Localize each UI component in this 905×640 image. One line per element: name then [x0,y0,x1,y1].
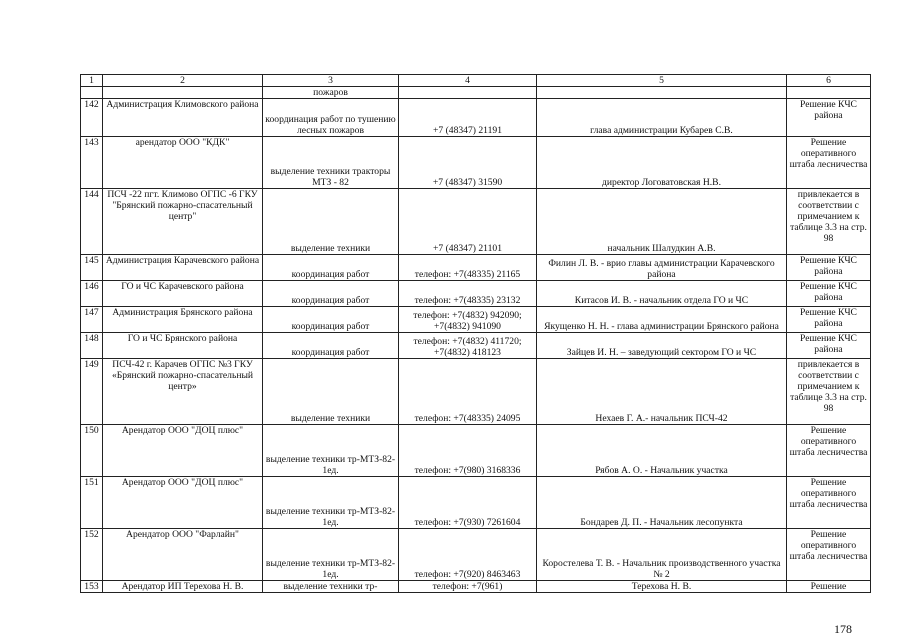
table-row [81,425,871,477]
decision-cell: привлекается в соответствии с примечанием к таблице 3.3 на стр. 98 [787,359,871,425]
row-number: 152 [81,529,103,581]
contact-cell: директор Логоватовская Н.В. [537,137,787,189]
row-number: 149 [81,359,103,425]
decision-cell: Решение оперативного штаба лесничества [787,137,871,189]
organization-cell: Арендатор ИП Терехова Н. В. [103,581,263,593]
task-cell: выделение техники тр-МТЗ-82-1ед. [263,425,399,477]
table-row [81,477,871,529]
organization-cell: ГО и ЧС Карачевского района [103,281,263,307]
phone-cell: телефон: +7(4832) 942090; +7(4832) 941090 [399,307,537,333]
table-row [81,529,871,581]
row-number: 153 [81,581,103,593]
decision-cell: Решение КЧС района [787,307,871,333]
table-row [81,359,871,425]
page-number: 178 [834,622,852,636]
row-number: 142 [81,99,103,137]
task-cell: выделение техники тр- [263,581,399,593]
phone-cell: телефон: +7(48335) 24095 [399,359,537,425]
contact-cell: Коростелева Т. В. - Начальник производственного участка № 2 [537,529,787,581]
contact-cell: Рябов А. О. - Начальник участка [537,425,787,477]
task-cell: выделение техники тракторы МТЗ - 82 [263,137,399,189]
table-row [81,581,871,593]
decision-cell: Решение оперативного штаба лесничества [787,425,871,477]
decision-cell: Решение КЧС района [787,333,871,359]
decision-cell: Решение КЧС района [787,99,871,137]
phone-cell: +7 (48347) 21101 [399,189,537,255]
task-cell: координация работ [263,333,399,359]
header-cell: 6 [787,75,871,87]
task-cell: координация работ по тушению лесных пожаров [263,99,399,137]
table-row [81,255,871,281]
phone-cell: телефон: +7(961) [399,581,537,593]
row-number: 146 [81,281,103,307]
row-number: 151 [81,477,103,529]
contact-cell: Бондарев Д. П. - Начальник лесопункта [537,477,787,529]
contact-cell: начальник Шалудкин А.В. [537,189,787,255]
task-cell: выделение техники [263,189,399,255]
organization-cell: ПСЧ -22 пгт. Климово ОГПС -6 ГКУ "Брянский пожарно-спасательный центр" [103,189,263,255]
table-row [81,281,871,307]
header-cell: 4 [399,75,537,87]
organization-cell: Администрация Брянского района [103,307,263,333]
contact-cell: Филин Л. В. - врио главы администрации Карачевского района [537,255,787,281]
decision-cell: Решение оперативного штаба лесничества [787,529,871,581]
contact-cell: Якущенко Н. Н. - глава администрации Брянского района [537,307,787,333]
organization-cell: арендатор ООО "КДК" [103,137,263,189]
organization-cell [103,87,263,99]
contact-cell: Нехаев Г. А.- начальник ПСЧ-42 [537,359,787,425]
phone-cell: телефон: +7(930) 7261604 [399,477,537,529]
decision-cell: Решение [787,581,871,593]
decision-cell [787,87,871,99]
table-row [81,87,871,99]
task-cell: координация работ [263,255,399,281]
organization-cell: Администрация Климовского района [103,99,263,137]
table-row [81,333,871,359]
contact-cell: Китасов И. В. - начальник отдела ГО и ЧС [537,281,787,307]
phone-cell: +7 (48347) 21191 [399,99,537,137]
task-cell: координация работ [263,281,399,307]
phone-cell: +7 (48347) 31590 [399,137,537,189]
row-number: 148 [81,333,103,359]
contact-cell: Зайцев И. Н. – заведующий сектором ГО и ЧС [537,333,787,359]
header-cell: 3 [263,75,399,87]
contact-cell [537,87,787,99]
decision-cell: Решение КЧС района [787,281,871,307]
header-cell: 2 [103,75,263,87]
table-row [81,137,871,189]
row-number: 147 [81,307,103,333]
header-cell: 1 [81,75,103,87]
organization-cell: ПСЧ-42 г. Карачев ОГПС №3 ГКУ «Брянский пожарно-спасательный центр» [103,359,263,425]
task-cell: координация работ [263,307,399,333]
phone-cell: телефон: +7(920) 8463463 [399,529,537,581]
table-row [81,307,871,333]
decision-cell: Решение КЧС района [787,255,871,281]
row-number: 150 [81,425,103,477]
row-number: 143 [81,137,103,189]
organization-cell: Арендатор ООО "ДОЦ плюс" [103,425,263,477]
document-table [80,74,871,593]
row-number [81,87,103,99]
organization-cell: Администрация Карачевского района [103,255,263,281]
task-cell: выделение техники тр-МТЗ-82-1ед. [263,477,399,529]
header-row [81,75,871,87]
task-cell: выделение техники [263,359,399,425]
phone-cell: телефон: +7(48335) 21165 [399,255,537,281]
organization-cell: ГО и ЧС Брянского района [103,333,263,359]
phone-cell: телефон: +7(980) 3168336 [399,425,537,477]
header-cell: 5 [537,75,787,87]
row-number: 145 [81,255,103,281]
phone-cell: телефон: +7(4832) 411720; +7(4832) 418123 [399,333,537,359]
phone-cell [399,87,537,99]
task-cell: выделение техники тр-МТЗ-82-1ед. [263,529,399,581]
decision-cell: Решение оперативного штаба лесничества [787,477,871,529]
table-row [81,189,871,255]
task-cell: пожаров [263,87,399,99]
organization-cell: Арендатор ООО "ДОЦ плюс" [103,477,263,529]
decision-cell: привлекается в соответствии с примечанием к таблице 3.3 на стр. 98 [787,189,871,255]
contact-cell: Терехова Н. В. [537,581,787,593]
row-number: 144 [81,189,103,255]
phone-cell: телефон: +7(48335) 23132 [399,281,537,307]
contact-cell: глава администрации Кубарев С.В. [537,99,787,137]
table-row [81,99,871,137]
organization-cell: Арендатор ООО "Фарлайн" [103,529,263,581]
